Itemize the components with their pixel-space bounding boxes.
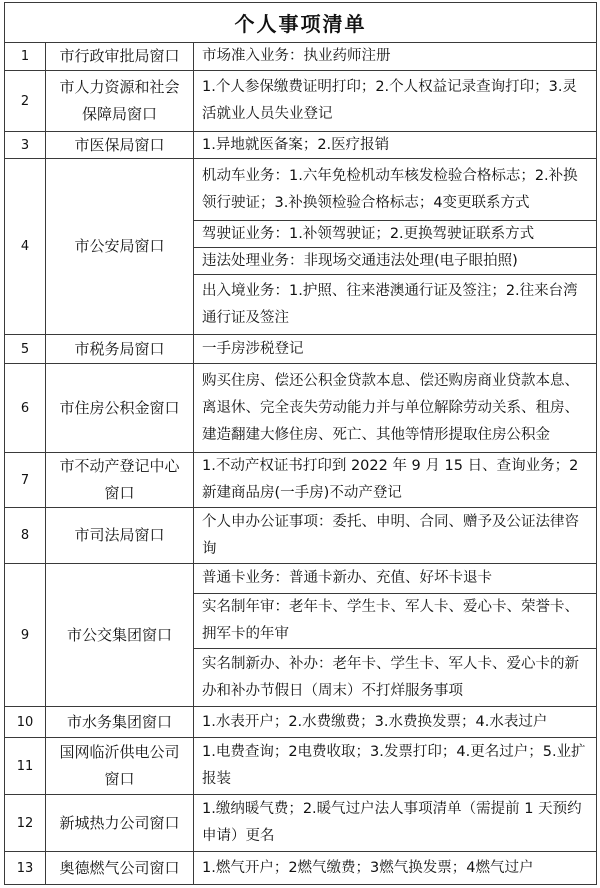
row-number: 6	[5, 364, 46, 453]
row-number: 5	[5, 335, 46, 364]
department-cell: 新城热力公司窗口	[46, 795, 194, 852]
service-description: 出入境业务：1.护照、往来港澳通行证及签注；2.往来台湾通行证及签注	[194, 275, 597, 335]
personal-items-table	[4, 2, 597, 885]
row-number: 13	[5, 852, 46, 885]
service-description: 驾驶证业务：1.补领驾驶证；2.更换驾驶证联系方式	[194, 221, 597, 248]
row-number: 3	[5, 132, 46, 159]
service-description: 普通卡业务：普通卡新办、充值、好坏卡退卡	[194, 564, 597, 594]
department-cell: 市公安局窗口	[46, 159, 194, 335]
department-cell: 奥德燃气公司窗口	[46, 852, 194, 885]
department-cell: 市水务集团窗口	[46, 707, 194, 738]
service-description: 市场准入业务：执业药师注册	[194, 43, 597, 71]
service-description: 实名制年审：老年卡、学生卡、军人卡、爱心卡、荣誉卡、拥军卡的年审	[194, 594, 597, 649]
service-description: 1.燃气开户；2燃气缴费；3燃气换发票；4燃气过户	[194, 852, 597, 885]
service-description: 个人申办公证事项：委托、申明、合同、赠予及公证法律咨询	[194, 508, 597, 564]
row-number: 7	[5, 453, 46, 508]
service-description: 违法处理业务：非现场交通违法处理(电子眼拍照)	[194, 248, 597, 275]
row-number: 12	[5, 795, 46, 852]
department-cell: 市医保局窗口	[46, 132, 194, 159]
service-description: 1.电费查询；2电费收取；3.发票打印；4.更名过户；5.业扩报装	[194, 738, 597, 795]
row-number: 11	[5, 738, 46, 795]
service-description: 1.不动产权证书打印到 2022 年 9 月 15 日、查询业务；2新建商品房(一手房)不动产登记	[194, 453, 597, 508]
service-description: 1.水表开户；2.水费缴费；3.水费换发票；4.水表过户	[194, 707, 597, 738]
table-title: 个人事项清单	[5, 3, 597, 43]
service-description: 1.异地就医备案；2.医疗报销	[194, 132, 597, 159]
department-cell: 市公交集团窗口	[46, 564, 194, 707]
row-number: 2	[5, 71, 46, 132]
service-description: 1.个人参保缴费证明打印；2.个人权益记录查询打印；3.灵活就业人员失业登记	[194, 71, 597, 132]
department-cell: 市住房公积金窗口	[46, 364, 194, 453]
service-description: 一手房涉税登记	[194, 335, 597, 364]
service-description: 实名制新办、补办：老年卡、学生卡、军人卡、爱心卡的新办和补办节假日（周末）不打烊服务事项	[194, 649, 597, 707]
department-cell: 市人力资源和社会保障局窗口	[46, 71, 194, 132]
department-cell: 国网临沂供电公司窗口	[46, 738, 194, 795]
row-number: 4	[5, 159, 46, 335]
service-description: 1.缴纳暖气费；2.暖气过户法人事项清单（需提前 1 天预约申请）更名	[194, 795, 597, 852]
service-description: 购买住房、偿还公积金贷款本息、偿还购房商业贷款本息、离退休、完全丧失劳动能力并与单位解除劳动关系、租房、建造翻建大修住房、死亡、其他等情形提取住房公积金	[194, 364, 597, 453]
service-description: 机动车业务：1.六年免检机动车核发检验合格标志；2.补换领行驶证；3.补换领检验合格标志；4变更联系方式	[194, 159, 597, 221]
row-number: 9	[5, 564, 46, 707]
department-cell: 市税务局窗口	[46, 335, 194, 364]
row-number: 1	[5, 43, 46, 71]
row-number: 8	[5, 508, 46, 564]
department-cell: 市行政审批局窗口	[46, 43, 194, 71]
department-cell: 市司法局窗口	[46, 508, 194, 564]
department-cell: 市不动产登记中心窗口	[46, 453, 194, 508]
row-number: 10	[5, 707, 46, 738]
